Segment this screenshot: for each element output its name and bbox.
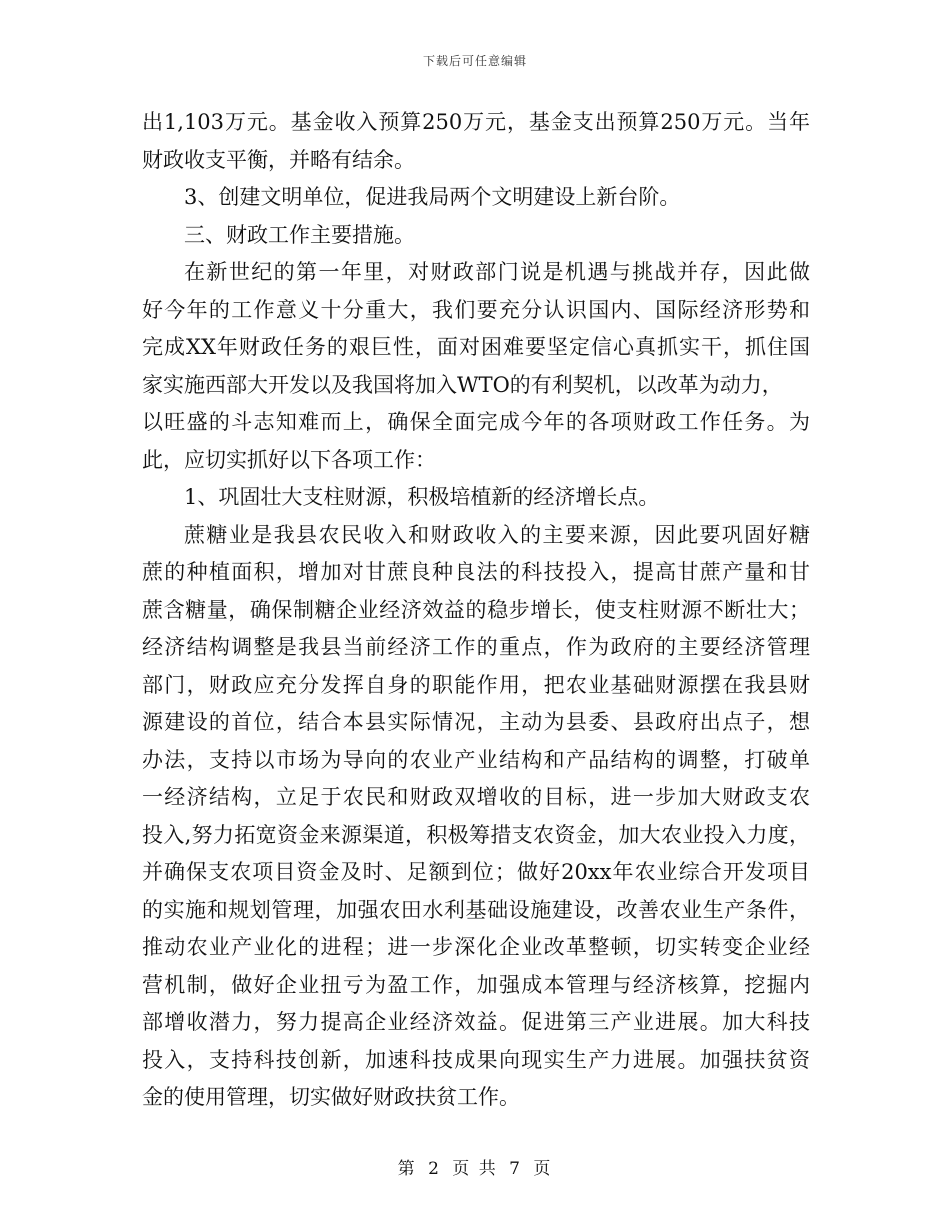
text-line: 此，应切实抓好以下各项工作： xyxy=(142,447,436,472)
text-line: 的实施和规划管理，加强农田水利基础设施建设，改善农业生产条件， xyxy=(142,897,810,922)
text-line: 部门，财政应充分发挥自身的职能作用，把农业基础财源摆在我县财 xyxy=(142,672,810,697)
text-line: 以旺盛的斗志知难而上，确保全面完成今年的各项财政工作任务。为 xyxy=(142,410,810,434)
current-page-number: 2 xyxy=(428,1159,441,1179)
text-line: 财政收支平衡，并略有结余。 xyxy=(142,147,415,172)
text-line: 推动农业产业化的进程；进一步深化企业改革整顿，切实转变企业经 xyxy=(142,935,810,959)
text-line: 完成XX年财政任务的艰巨性，面对困难要坚定信心真抓实干，抓住国 xyxy=(142,335,810,359)
page-header: 下载后可任意编辑 xyxy=(422,54,527,68)
text-line: 经济结构调整是我县当前经济工作的重点，作为政府的主要经济管理 xyxy=(142,635,810,659)
text-line: 金的使用管理，切实做好财政扶贫工作。 xyxy=(142,1085,520,1109)
total-pages-number: 7 xyxy=(509,1159,522,1179)
text-line: 三、财政工作主要措施。 xyxy=(184,222,415,247)
text-line: 出1,103万元。基金收入预算250万元，基金支出预算250万元。当年 xyxy=(142,110,810,134)
text-line: 并确保支农项目资金及时、足额到位；做好20xx年农业综合开发项目 xyxy=(142,860,810,884)
text-line: 家实施西部大开发以及我国将加入WTO的有利契机，以改革为动力， xyxy=(142,372,783,397)
text-line: 部增收潜力，努力提高企业经济效益。促进第三产业进展。加大科技 xyxy=(142,1010,810,1034)
text-line: 一经济结构，立足于农民和财政双增收的目标，进一步加大财政支农 xyxy=(142,785,810,809)
text-line: 在新世纪的第一年里，对财政部门说是机遇与挑战并存，因此做 xyxy=(184,260,810,284)
page-number-middle: 页 共 xyxy=(452,1159,498,1179)
text-line: 1、巩固壮大支柱财源，积极培植新的经济增长点。 xyxy=(184,485,660,509)
text-line: 投入,努力拓宽资金来源渠道，积极筹措支农资金，加大农业投入力度， xyxy=(142,822,810,847)
page-number-prefix: 第 xyxy=(397,1159,417,1179)
text-line: 源建设的首位，结合本县实际情况，主动为县委、县政府出点子，想 xyxy=(142,710,810,734)
page-number-suffix: 页 xyxy=(533,1159,553,1179)
text-line: 蔗糖业是我县农民收入和财政收入的主要来源，因此要巩固好糖 xyxy=(184,522,810,547)
text-line: 蔗的种植面积，增加对甘蔗良种良法的科技投入，提高甘蔗产量和甘 xyxy=(142,560,810,584)
text-line: 好今年的工作意义十分重大，我们要充分认识国内、国际经济形势和 xyxy=(142,297,810,322)
text-line: 办法，支持以市场为导向的农业产业结构和产品结构的调整，打破单 xyxy=(142,747,810,772)
text-line: 投入，支持科技创新，加速科技成果向现实生产力进展。加强扶贫资 xyxy=(142,1047,810,1072)
page-footer xyxy=(0,1154,950,1179)
document-body xyxy=(142,104,810,1117)
text-line: 营机制，做好企业扭亏为盈工作，加强成本管理与经济核算，挖掘内 xyxy=(142,972,810,997)
text-line: 3、创建文明单位，促进我局两个文明建设上新台阶。 xyxy=(184,185,681,209)
text-line: 蔗含糖量，确保制糖企业经济效益的稳步增长，使支柱财源不断壮大； xyxy=(142,597,810,622)
